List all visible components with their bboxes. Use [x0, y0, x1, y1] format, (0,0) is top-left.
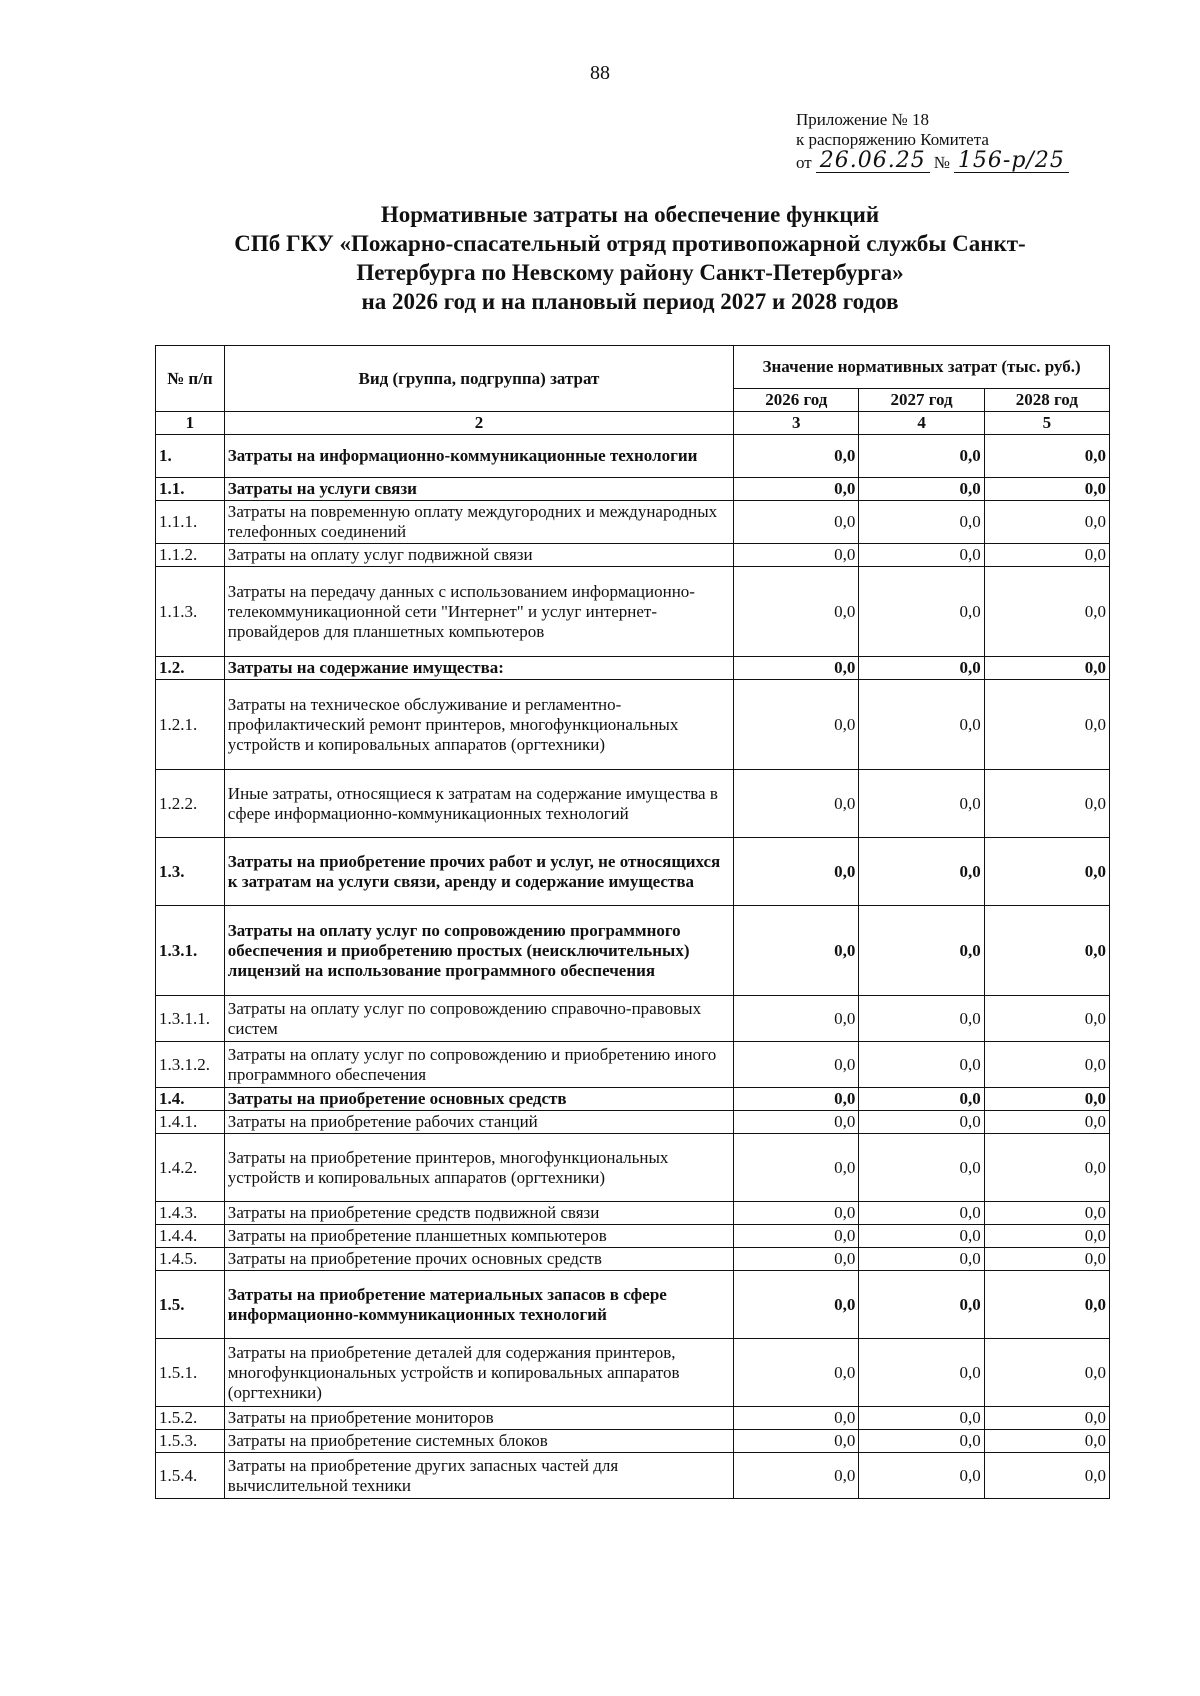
table-row — [156, 1202, 1110, 1225]
table-row — [156, 1339, 1110, 1407]
row-name: Затраты на приобретение рабочих станций — [224, 1111, 733, 1134]
value-2027: 0,0 — [859, 1111, 984, 1134]
value-2027: 0,0 — [859, 1271, 984, 1339]
row-name: Затраты на услуги связи — [224, 478, 733, 501]
row-name: Затраты на техническое обслуживание и регламентно-профилактический ремонт принтеров, многофункциональных устройств и копировальных аппаратов (оргтехники) — [224, 680, 733, 770]
handwritten-number: 156-р/25 — [954, 150, 1069, 173]
value-2026: 0,0 — [734, 1339, 859, 1407]
row-number: 1.4.1. — [156, 1111, 225, 1134]
value-2026: 0,0 — [734, 478, 859, 501]
row-number: 1.1.2. — [156, 544, 225, 567]
row-number: 1.3. — [156, 838, 225, 906]
column-number: 3 — [734, 412, 859, 435]
value-2027: 0,0 — [859, 657, 984, 680]
value-2028: 0,0 — [984, 1111, 1109, 1134]
row-number: 1.2.2. — [156, 770, 225, 838]
table-row — [156, 1088, 1110, 1111]
value-2028: 0,0 — [984, 1042, 1109, 1088]
value-2028: 0,0 — [984, 1088, 1109, 1111]
title-line-1: Нормативные затраты на обеспечение функций — [380, 202, 880, 227]
row-name: Затраты на приобретение планшетных компьютеров — [224, 1225, 733, 1248]
header-2026: 2026 год — [734, 389, 859, 412]
table-row — [156, 1430, 1110, 1453]
column-numbers-row — [156, 412, 1110, 435]
value-2027: 0,0 — [859, 501, 984, 544]
table-row — [156, 680, 1110, 770]
annex-date-number — [796, 150, 1069, 173]
row-name: Затраты на оплату услуг подвижной связи — [224, 544, 733, 567]
value-2026: 0,0 — [734, 1271, 859, 1339]
annex-reference: к распоряжению Комитета — [796, 130, 989, 149]
value-2027: 0,0 — [859, 1248, 984, 1271]
value-2026: 0,0 — [734, 1202, 859, 1225]
row-name: Затраты на приобретение мониторов — [224, 1407, 733, 1430]
column-number: 2 — [224, 412, 733, 435]
value-2028: 0,0 — [984, 1430, 1109, 1453]
header-2027: 2027 год — [859, 389, 984, 412]
value-2027: 0,0 — [859, 996, 984, 1042]
value-2027: 0,0 — [859, 1042, 984, 1088]
value-2026: 0,0 — [734, 657, 859, 680]
row-number: 1.4. — [156, 1088, 225, 1111]
value-2026: 0,0 — [734, 435, 859, 478]
annex-block — [796, 110, 1069, 173]
value-2027: 0,0 — [859, 1088, 984, 1111]
row-number: 1.5.4. — [156, 1453, 225, 1499]
row-number: 1.1.1. — [156, 501, 225, 544]
header-values-group: Значение нормативных затрат (тыс. руб.) — [734, 346, 1110, 389]
row-name: Затраты на оплату услуг по сопровождению справочно-правовых систем — [224, 996, 733, 1042]
value-2026: 0,0 — [734, 567, 859, 657]
value-2028: 0,0 — [984, 544, 1109, 567]
table-row — [156, 1042, 1110, 1088]
row-name: Затраты на приобретение материальных запасов в сфере информационно-коммуникационных технологий — [224, 1271, 733, 1339]
table-row — [156, 544, 1110, 567]
table-row — [156, 1271, 1110, 1339]
table-row — [156, 1134, 1110, 1202]
value-2028: 0,0 — [984, 680, 1109, 770]
value-2027: 0,0 — [859, 478, 984, 501]
row-number: 1.4.2. — [156, 1134, 225, 1202]
value-2028: 0,0 — [984, 1339, 1109, 1407]
value-2026: 0,0 — [734, 1453, 859, 1499]
value-2027: 0,0 — [859, 1134, 984, 1202]
row-name: Затраты на оплату услуг по сопровождению программного обеспечения и приобретению простых (неисключительных) лицензий на использование программного обеспечения — [224, 906, 733, 996]
table-row — [156, 770, 1110, 838]
value-2028: 0,0 — [984, 1407, 1109, 1430]
row-number: 1.3.1.1. — [156, 996, 225, 1042]
row-name: Затраты на приобретение прочих работ и услуг, не относящихся к затратам на услуги связи, аренду и содержание имущества — [224, 838, 733, 906]
row-name: Затраты на повременную оплату междугородних и международных телефонных соединений — [224, 501, 733, 544]
document-title — [180, 200, 1080, 316]
row-name: Затраты на приобретение основных средств — [224, 1088, 733, 1111]
value-2028: 0,0 — [984, 1225, 1109, 1248]
number-prefix: № — [933, 153, 950, 172]
value-2027: 0,0 — [859, 1430, 984, 1453]
table-row — [156, 657, 1110, 680]
row-name: Затраты на приобретение средств подвижной связи — [224, 1202, 733, 1225]
value-2028: 0,0 — [984, 838, 1109, 906]
value-2027: 0,0 — [859, 770, 984, 838]
header-name: Вид (группа, подгруппа) затрат — [224, 346, 733, 412]
value-2027: 0,0 — [859, 838, 984, 906]
table-row — [156, 1111, 1110, 1134]
value-2028: 0,0 — [984, 1202, 1109, 1225]
table-row — [156, 501, 1110, 544]
value-2027: 0,0 — [859, 1202, 984, 1225]
row-name: Иные затраты, относящиеся к затратам на содержание имущества в сфере информационно-коммуникационных технологий — [224, 770, 733, 838]
row-number: 1.4.5. — [156, 1248, 225, 1271]
value-2028: 0,0 — [984, 435, 1109, 478]
value-2026: 0,0 — [734, 501, 859, 544]
costs-table — [155, 345, 1110, 1499]
value-2026: 0,0 — [734, 680, 859, 770]
column-number: 4 — [859, 412, 984, 435]
row-name: Затраты на передачу данных с использованием информационно-телекоммуникационной сети "Интернет" и услуг интернет-провайдеров для планшетных компьютеров — [224, 567, 733, 657]
value-2026: 0,0 — [734, 544, 859, 567]
row-number: 1.1.3. — [156, 567, 225, 657]
value-2027: 0,0 — [859, 1453, 984, 1499]
title-line-3: Петербурга по Невскому району Санкт-Петербурга» — [356, 260, 904, 285]
value-2027: 0,0 — [859, 680, 984, 770]
value-2028: 0,0 — [984, 1134, 1109, 1202]
row-number: 1. — [156, 435, 225, 478]
row-name: Затраты на приобретение других запасных частей для вычислительной техники — [224, 1453, 733, 1499]
row-name: Затраты на оплату услуг по сопровождению и приобретению иного программного обеспечения — [224, 1042, 733, 1088]
row-number: 1.5. — [156, 1271, 225, 1339]
row-number: 1.1. — [156, 478, 225, 501]
row-number: 1.2. — [156, 657, 225, 680]
value-2026: 0,0 — [734, 770, 859, 838]
row-name: Затраты на информационно-коммуникационные технологии — [224, 435, 733, 478]
value-2027: 0,0 — [859, 1339, 984, 1407]
value-2028: 0,0 — [984, 1453, 1109, 1499]
table-row — [156, 567, 1110, 657]
value-2027: 0,0 — [859, 435, 984, 478]
value-2027: 0,0 — [859, 1407, 984, 1430]
value-2026: 0,0 — [734, 838, 859, 906]
value-2028: 0,0 — [984, 501, 1109, 544]
value-2028: 0,0 — [984, 770, 1109, 838]
value-2028: 0,0 — [984, 906, 1109, 996]
table-row — [156, 478, 1110, 501]
value-2027: 0,0 — [859, 544, 984, 567]
row-number: 1.4.4. — [156, 1225, 225, 1248]
handwritten-date: 26.06.25 — [816, 150, 930, 173]
value-2027: 0,0 — [859, 1225, 984, 1248]
table-row — [156, 996, 1110, 1042]
column-number: 5 — [984, 412, 1109, 435]
annex-title: Приложение № 18 — [796, 110, 929, 129]
value-2028: 0,0 — [984, 567, 1109, 657]
value-2026: 0,0 — [734, 1407, 859, 1430]
value-2026: 0,0 — [734, 1134, 859, 1202]
row-number: 1.2.1. — [156, 680, 225, 770]
row-number: 1.5.2. — [156, 1407, 225, 1430]
table-row — [156, 838, 1110, 906]
row-name: Затраты на приобретение системных блоков — [224, 1430, 733, 1453]
row-number: 1.5.3. — [156, 1430, 225, 1453]
row-name: Затраты на приобретение принтеров, многофункциональных устройств и копировальных аппаратов (оргтехники) — [224, 1134, 733, 1202]
title-line-2: СПб ГКУ «Пожарно-спасательный отряд противопожарной службы Санкт- — [234, 231, 1026, 256]
header-2028: 2028 год — [984, 389, 1109, 412]
table-row — [156, 1225, 1110, 1248]
value-2026: 0,0 — [734, 1430, 859, 1453]
value-2028: 0,0 — [984, 657, 1109, 680]
value-2027: 0,0 — [859, 906, 984, 996]
table-row — [156, 1453, 1110, 1499]
page-number: 88 — [590, 62, 610, 84]
row-number: 1.5.1. — [156, 1339, 225, 1407]
column-number: 1 — [156, 412, 225, 435]
table-row — [156, 906, 1110, 996]
value-2027: 0,0 — [859, 567, 984, 657]
row-number: 1.4.3. — [156, 1202, 225, 1225]
value-2028: 0,0 — [984, 1248, 1109, 1271]
table-row — [156, 1248, 1110, 1271]
value-2026: 0,0 — [734, 1225, 859, 1248]
row-name: Затраты на приобретение прочих основных средств — [224, 1248, 733, 1271]
date-prefix: от — [796, 153, 812, 172]
value-2026: 0,0 — [734, 906, 859, 996]
table-row — [156, 1407, 1110, 1430]
row-name: Затраты на приобретение деталей для содержания принтеров, многофункциональных устройств и копировальных аппаратов (оргтехники) — [224, 1339, 733, 1407]
value-2028: 0,0 — [984, 996, 1109, 1042]
row-number: 1.3.1. — [156, 906, 225, 996]
value-2026: 0,0 — [734, 996, 859, 1042]
value-2026: 0,0 — [734, 1088, 859, 1111]
row-number: 1.3.1.2. — [156, 1042, 225, 1088]
value-2026: 0,0 — [734, 1248, 859, 1271]
value-2026: 0,0 — [734, 1042, 859, 1088]
header-num: № п/п — [156, 346, 225, 412]
value-2026: 0,0 — [734, 1111, 859, 1134]
title-line-4: на 2026 год и на плановый период 2027 и 2028 годов — [361, 289, 899, 314]
table-row — [156, 435, 1110, 478]
value-2028: 0,0 — [984, 478, 1109, 501]
value-2028: 0,0 — [984, 1271, 1109, 1339]
row-name: Затраты на содержание имущества: — [224, 657, 733, 680]
